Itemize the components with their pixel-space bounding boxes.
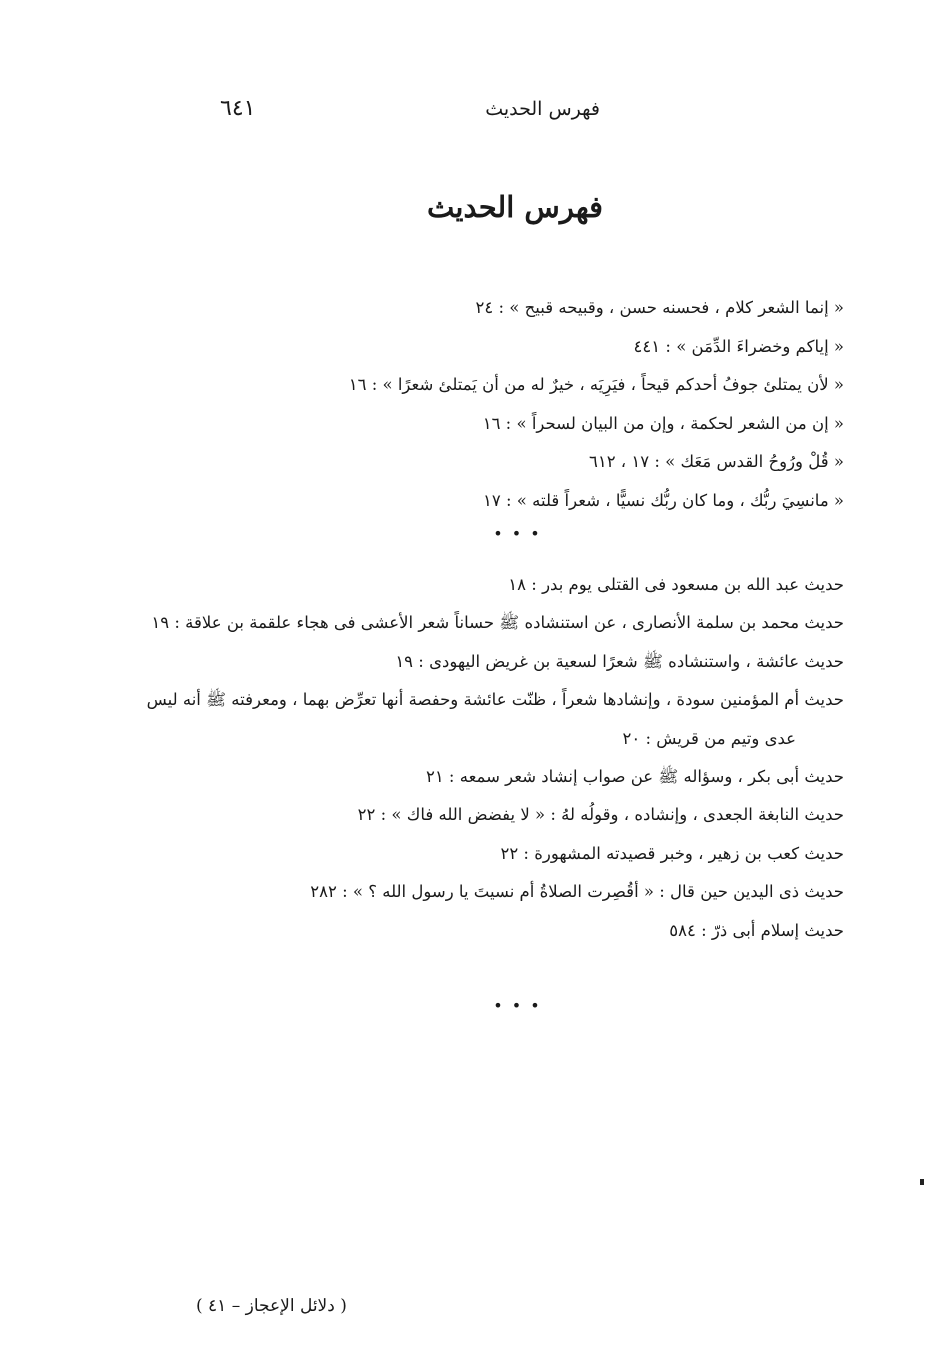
hadith-entry: حديث عبد الله بن مسعود فى القتلى يوم بدر : ١٨ (508, 575, 844, 594)
section-separator: • • • (493, 524, 542, 543)
section-separator: • • • (493, 996, 542, 1015)
running-title: فهرس الحديث (485, 98, 600, 120)
hadith-entry: حديث أبى بكر ، وسؤاله ﷺ عن صواب إنشاد شعر سمعه : ٢١ (425, 766, 844, 786)
hadith-entry: حديث عائشة ، واستنشاده ﷺ شعرًا لسعية بن غريض اليهودى : ١٩ (395, 651, 844, 671)
quote-entry: « مانسِيَ ربُّك ، وما كان ربُّك نسيًّا ، شعراً قلته » : ١٧ (483, 490, 844, 510)
footer-signature: ( دلائل الإعجاز – ٤١ ) (196, 1296, 347, 1316)
quote-entry: « إياكم وخضراءَ الدِّمَن » : ٤٤١ (633, 336, 844, 356)
quote-entry: « قُلْ ورُوحُ القدس مَعَك » : ١٧ ، ٦١٢ (588, 452, 844, 471)
hadith-entry: حديث أم المؤمنين سودة ، وإنشادها شعراً ، ظنّت عائشة وحفصة أنها تعرِّض بهما ، ومعرفته ﷺ أنه ليس (146, 690, 844, 710)
quotes-list (164, 293, 844, 524)
page-number: ٦٤١ (220, 96, 256, 121)
running-head (220, 98, 600, 128)
quote-entry: « لأن يمتلئ جوفُ أحدكم قيحاً ، فيَرِيَه ، خيرٌ له من أن يَمتلئ شعرًا » : ١٦ (348, 375, 844, 394)
hadith-entry-continuation: عدى وتيم من قريش : ٢٠ (622, 728, 796, 748)
margin-mark (920, 1179, 924, 1185)
hadith-entry: حديث كعب بن زهير ، وخبر قصيدته المشهورة : ٢٢ (500, 843, 844, 863)
quote-entry: « إن من الشعر لحكمة ، وإن من البيان لسحراً » : ١٦ (482, 413, 844, 433)
page-title: فهرس الحديث (426, 190, 604, 224)
quote-entry: « إنما الشعر كلام ، فحسنه حسن ، وقبيحه قبيح » : ٢٤ (475, 298, 844, 317)
hadith-entry: حديث محمد بن سلمة الأنصارى ، عن استنشاده ﷺ حساناً شعر الأعشى فى هجاء علقمة بن علاقة : ١٩ (151, 613, 844, 633)
hadith-entry: حديث إسلام أبى ذرّ : ٥٨٤ (669, 920, 844, 940)
hadith-entry: حديث ذى اليدين حين قال : « أقُصِرت الصلاةُ أم نسيتَ يا رسول الله ؟ » : ٢٨٢ (310, 882, 844, 902)
hadith-list (146, 570, 844, 954)
hadith-entry: حديث النابغة الجعدى ، وإنشاده ، وقولُه لهُ : « لا يفضض الله فاك » : ٢٢ (357, 805, 844, 825)
